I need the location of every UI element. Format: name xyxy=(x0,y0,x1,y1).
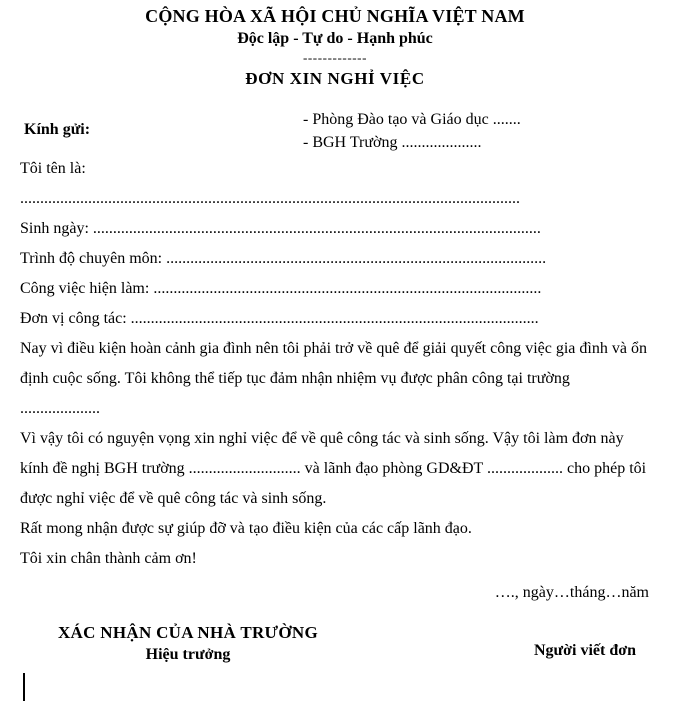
school-confirmation-title: XÁC NHẬN CỦA NHÀ TRƯỜNG xyxy=(57,623,318,642)
school-confirmation-block xyxy=(33,622,343,665)
body-paragraph: Nay vì điều kiện hoàn cảnh gia đình nên tôi phải trở về quê để giải quyết công việc gia đình và ổn định cuộc sống. Tôi không thể tiếp tục đảm nhận nhiệm vụ được phân công tại trường .................... xyxy=(20,340,647,417)
nation-heading: CỘNG HÒA XÃ HỘI CHỦ NGHĨA VIỆT NAM xyxy=(145,6,525,26)
field-dots: ................................................................................................................ xyxy=(92,220,541,237)
field-label: Tôi tên là: xyxy=(20,160,86,177)
body-paragraph: Vì vậy tôi có nguyện vọng xin nghỉ việc để về quê công tác và sinh sống. Vậy tôi làm đơn này kính đề nghị BGH trường ............................ và lãnh đạo phòng GD&ĐT ................... cho phép tôi được nghỉ việc để về quê công tác và sinh sống. xyxy=(20,430,647,507)
field-name-dots xyxy=(20,184,650,214)
signature-block xyxy=(20,622,650,682)
field-label: Trình độ chuyên môn: xyxy=(20,250,167,267)
field-dots: ...................................................................................................... xyxy=(130,310,539,327)
document-body xyxy=(20,334,650,574)
recipient-label: Kính gửi: xyxy=(24,121,91,138)
form-fields xyxy=(20,154,650,334)
date-line: …., ngày…tháng…năm xyxy=(494,584,649,601)
applicant-role-label: Người viết đơn xyxy=(534,642,636,659)
header-separator: ------------- xyxy=(302,50,368,65)
field-label: Đơn vị công tác: xyxy=(20,310,131,327)
recipient-item: - Phòng Đào tạo và Giáo dục ....... xyxy=(303,111,521,128)
text-cursor xyxy=(23,673,25,701)
motto-heading: Độc lập - Tự do - Hạnh phúc xyxy=(237,30,433,47)
field-label: Công việc hiện làm: xyxy=(20,280,154,297)
field-label: Sinh ngày: xyxy=(20,220,93,237)
field-full-name xyxy=(20,154,650,184)
recipient-list xyxy=(303,108,650,154)
principal-role-label: Hiệu trưởng xyxy=(145,646,231,663)
field-dots: ................................................................................................. xyxy=(153,280,542,297)
body-paragraph: Rất mong nhận được sự giúp đỡ và tạo điều kiện của các cấp lãnh đạo. xyxy=(20,520,472,537)
field-birth-date xyxy=(20,214,650,244)
field-work-unit xyxy=(20,304,650,334)
recipient-block xyxy=(20,108,650,154)
document-title: ĐƠN XIN NGHỈ VIỆC xyxy=(245,69,425,88)
field-dots: ............................................................................................................................. xyxy=(20,190,520,207)
field-qualification xyxy=(20,244,650,274)
field-dots: ............................................................................................... xyxy=(166,250,547,267)
field-current-job xyxy=(20,274,650,304)
body-paragraph: Tôi xin chân thành cảm ơn! xyxy=(20,550,197,567)
recipient-item: - BGH Trường .................... xyxy=(303,134,482,151)
document-header xyxy=(20,0,650,90)
